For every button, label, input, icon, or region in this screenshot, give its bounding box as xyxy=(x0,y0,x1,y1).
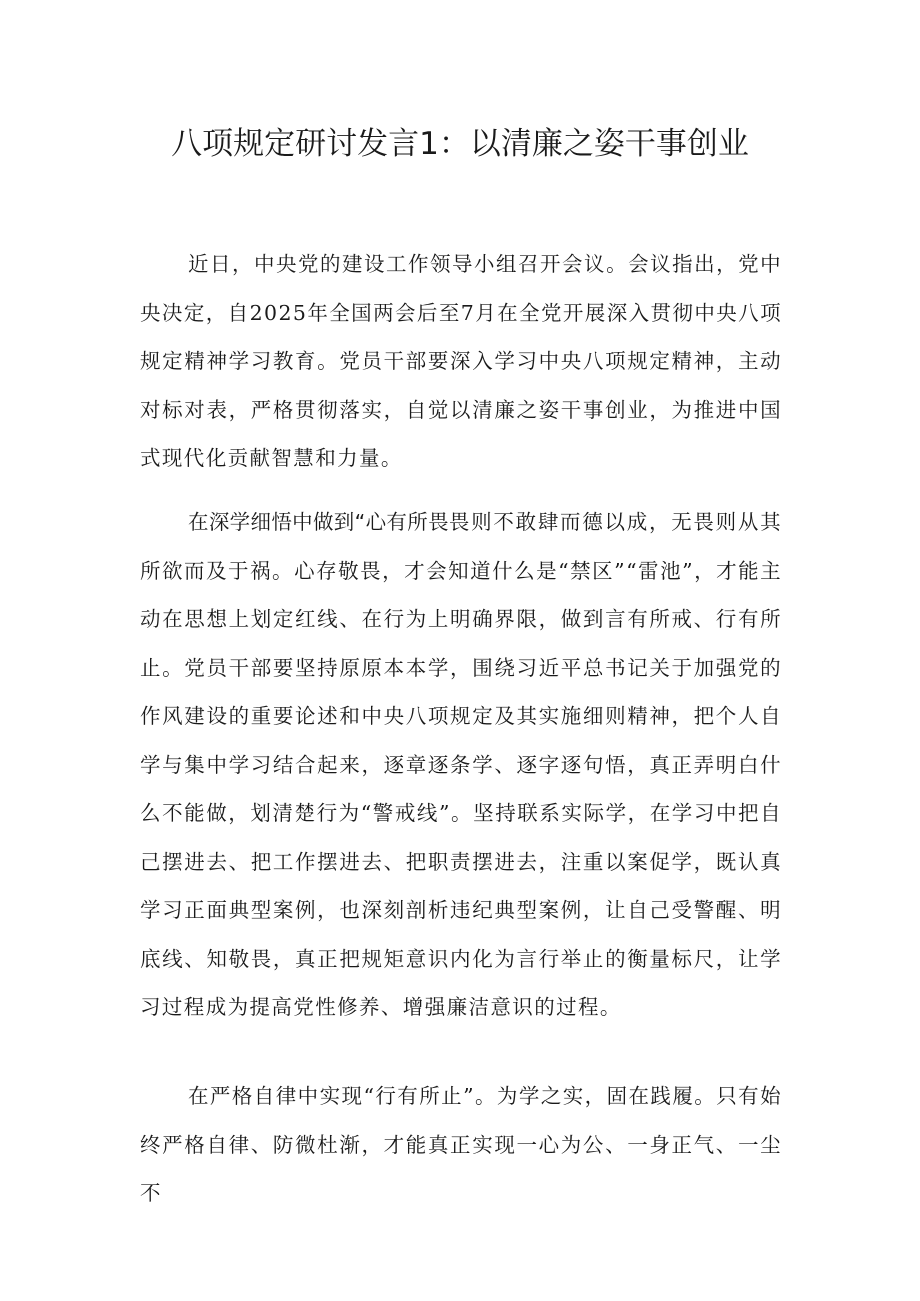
paragraph-text: 畏则不敢肆而德以成，无畏则从其所欲而及于祸。心存敬畏，才会知道什么是“禁区”“雷池”，才能主动在思想上划定红线、在行为上明确界限，做到言有所戒、行有所止。党员干部要坚持原原本本学，围绕习近平总书记关于加强党的作风建设的重要论述和中央八项规定及其实施细则精神，把个人自学与集中学习结合起来，逐章逐条学、逐字逐句悟，真正弄明白什么不能做，划清楚行为“警戒线”。坚持联系实际学，在学习中把自己摆进去、把工作摆进去、把职责摆进去，注重以案促学，既认真学习正面典型案例，也深刻剖析违纪典型案例，让自己受警醒、明底线、知敬畏，真正把规矩意识内化为言行举止的衡量标尺，让学习过程成为提高党性修养、增强廉洁意识的过程。 xyxy=(140,510,783,1019)
document-title: 八项规定研讨发言1：以清廉之姿干事创业 xyxy=(171,126,749,162)
paragraph-text: 在严格自律中实现“行有所止”。为学之实，固在践履。只有始终严格自律、防微杜渐，才能真正实现一心为公、一身正气、一尘不 xyxy=(140,1084,782,1205)
paragraph-text: 近日，中央党的建设工作领导小组召开会议。会议指出，党中央决定，自2025年全国两会后至7月在全党开展深入贯彻中央八项规定精神学习教育。党员干部要深入学习中央八项规定精神，主动对标对表，严格贯彻落实，自觉以清廉之姿干事创业，为推进中国式现代化贡献智慧和力量。 xyxy=(140,252,782,470)
paragraph-intro xyxy=(140,240,782,483)
paragraph-awe xyxy=(140,498,782,1032)
paragraph-self-discipline xyxy=(140,1072,782,1218)
paragraph-lead-heading: 在深学细悟中做到“心有所畏 xyxy=(188,510,449,534)
